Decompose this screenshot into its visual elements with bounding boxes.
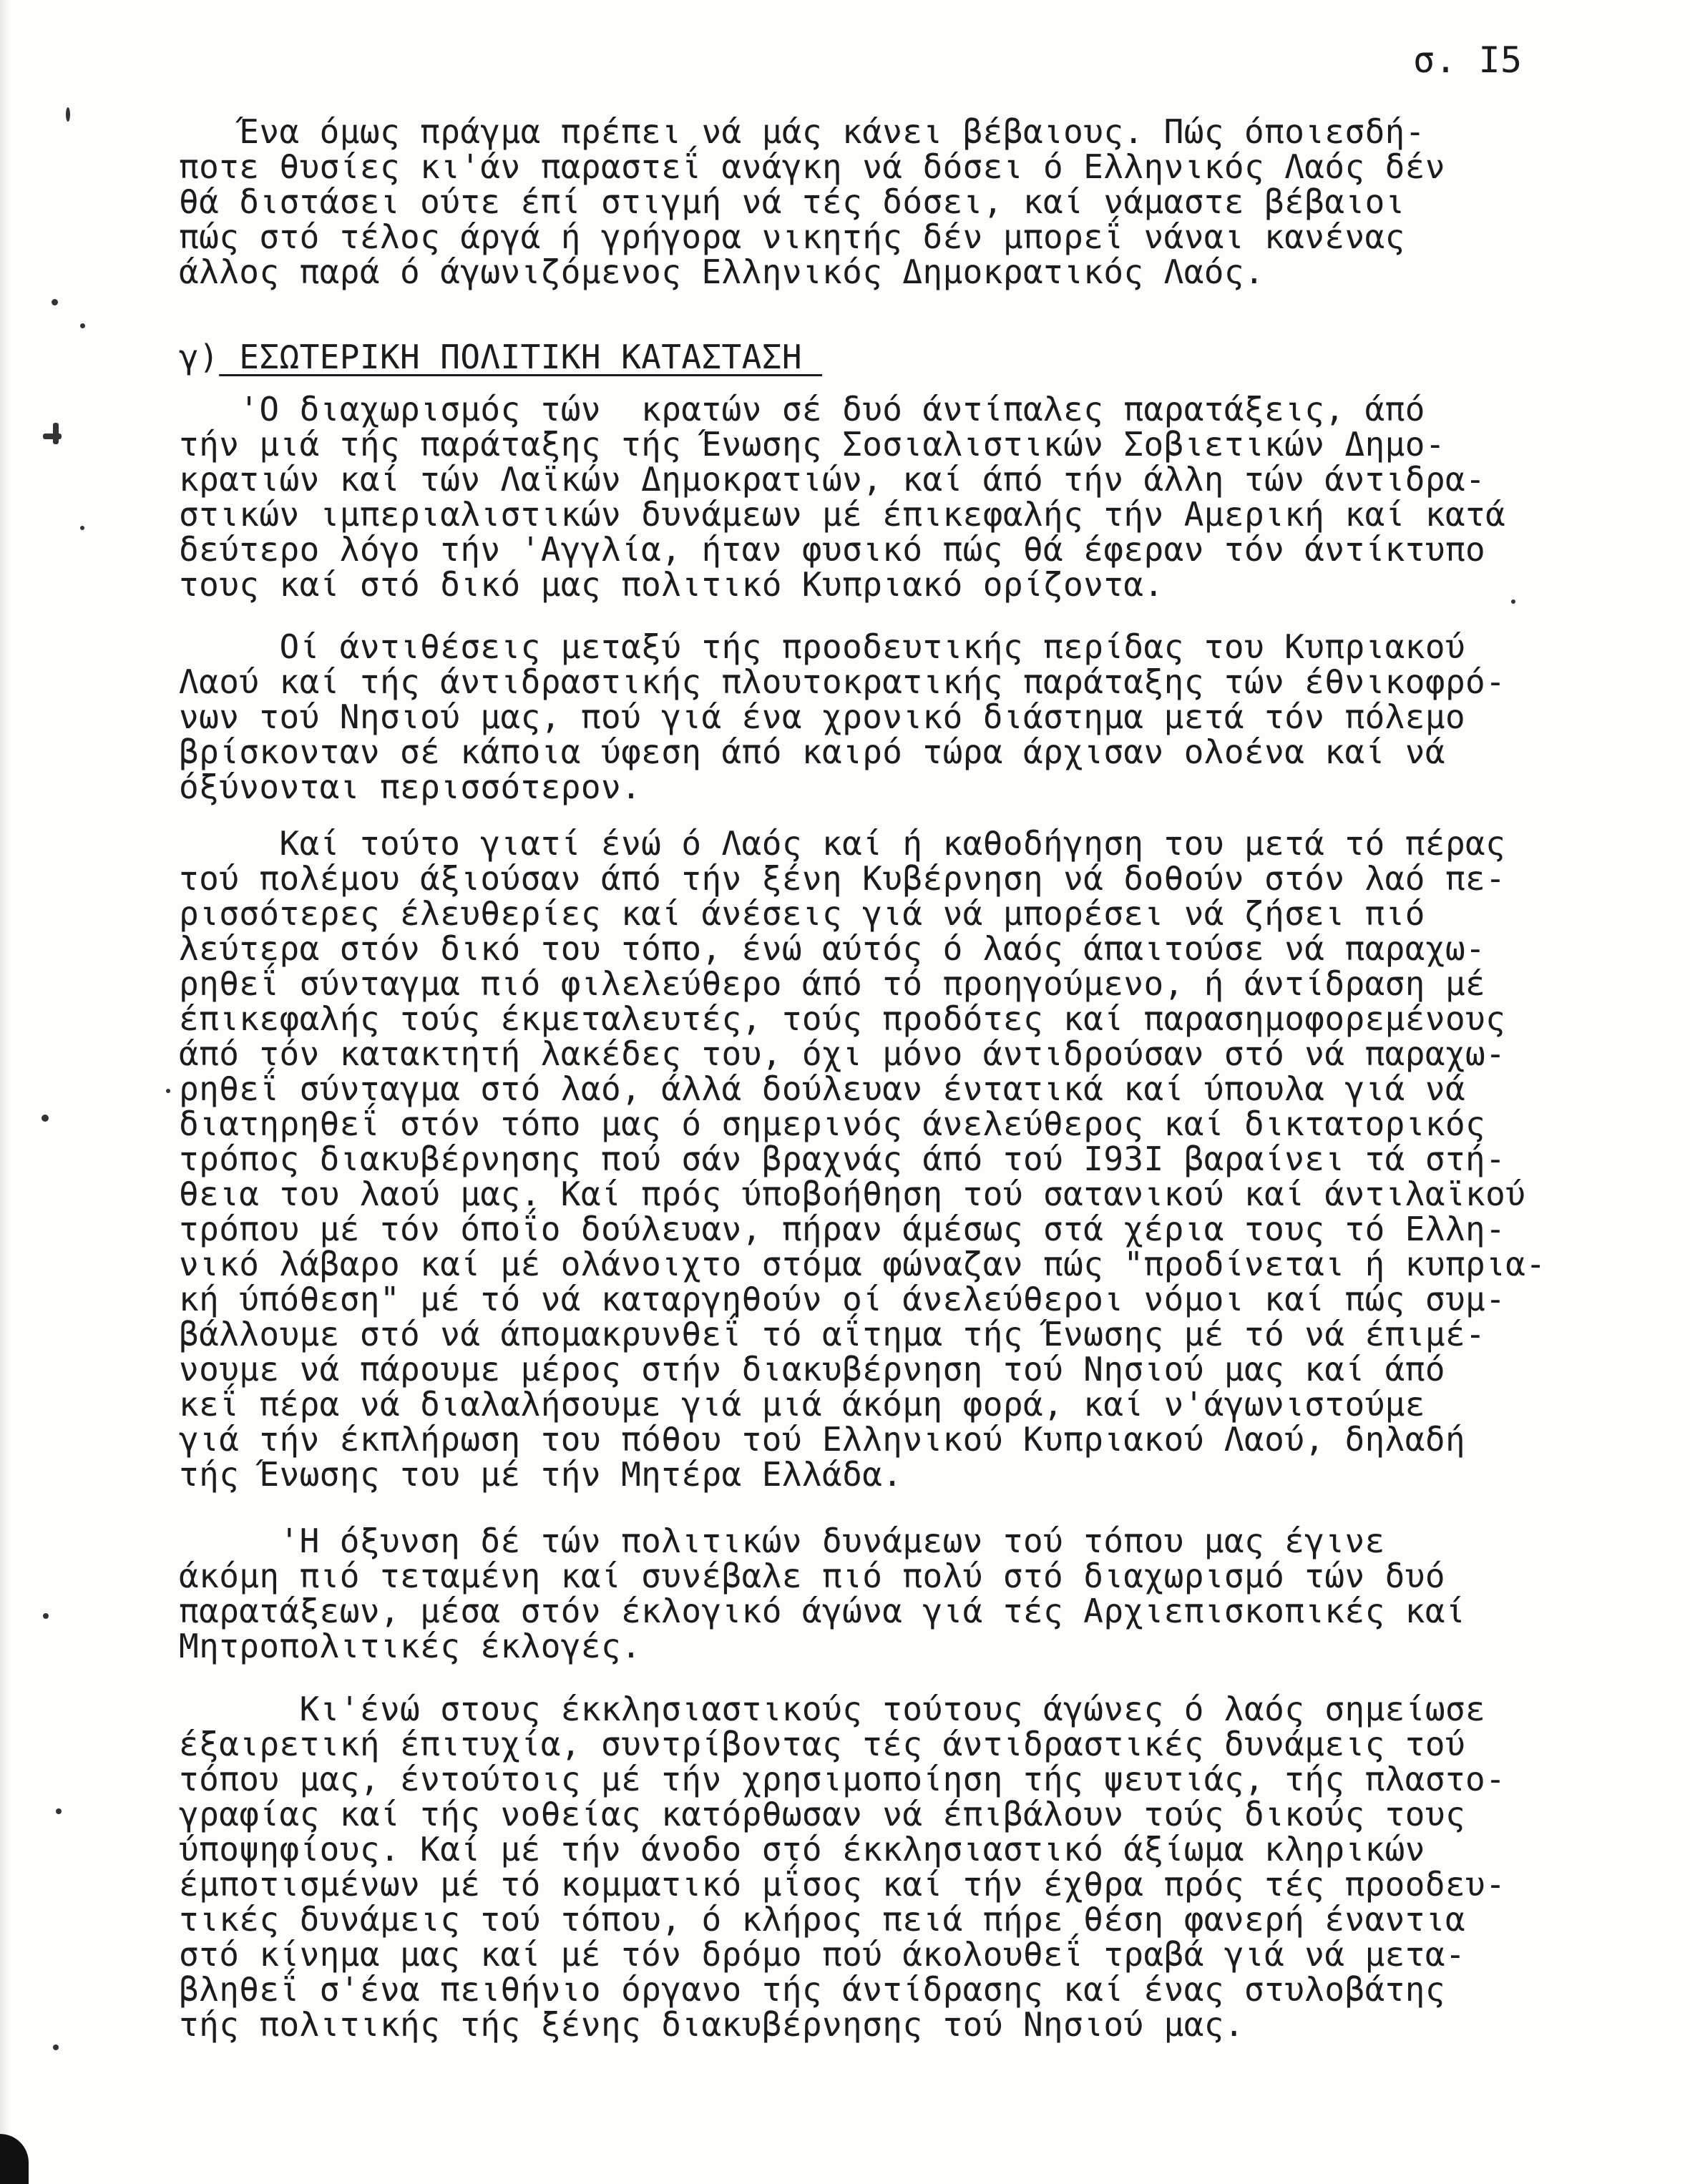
paragraph-constitution-reaction: Καί τούτο γιατί ένώ ό Λαός καί ή καθοδήγηση του μετά τό πέρας τού πολέμου άξιούσαν άπό τήν ξένη Κυβέρνηση νά δοθούν στόν λαό πε- ρισσότερες έλευθερίες καί άνέσεις γιά νά μπορέσει νά ζήσει πιό λεύτερα στόν δικό του τόπο, ένώ αύτός ό λαός άπαιτούσε νά παραχω- ρηθεΐ σύνταγμα πιό φιλελεύθερο άπό τό προηγούμενο, ή άντίδραση μέ έπικεφαλής τούς έκμεταλευτές, τούς προδότες καί παρασημοφορεμένους άπό τόν κατακτητή λακέδες του, όχι μόνο άντιδρούσαν στό νά παραχω- ρηθεΐ σύνταγμα στό λαό, άλλά δούλευαν έντατικά καί ύπουλα γιά νά διατηρηθεΐ στόν τόπο μας ό σημερινός άνελεύθερος καί δικτατορικός τρόπος διακυβέρνησης πού σάν βραχνάς άπό τού I93I βαραίνει τά στή- θεια του λαού μας. Καί πρός ύποβοήθηση τού σατανικού καί άντιλαϊκού τρόπου μέ τόν όποΐο δούλευαν, πήραν άμέσως στά χέρια τους τό Ελλη- νικό λάβαρο καί μέ ολάνοιχτο στόμα φώναζαν πώς "προδίνεται ή κυπρια- κή ύπόθεση" μέ τό νά καταργηθούν οί άνελεύθεροι νόμοι καί πώς συμ- βάλλουμε στό νά άπομακρυνθεΐ τό αΐτημα τής Ένωσης μέ τό νά έπιμέ- νουμε νά πάρουμε μέρος στήν διακυβέρνηση τού Νησιού μας καί άπό κεΐ πέρα νά διαλαλήσουμε γιά μιά άκόμη φορά, καί ν'άγωνιστούμε γιά τήν έκπλήρωση του πόθου τού Ελληνικού Κυπριακού Λαού, δηλαδή τής Ένωσης του μέ τήν Μητέρα Ελλάδα. (179, 824, 1546, 1494)
paragraph-elections-tension: 'Η όξυνση δέ τών πολιτικών δυνάμεων τού τόπου μας έγινε άκόμη πιό τεταμένη καί συνέβαλε πιό πολύ στό διαχωρισμό τών δυό παρατάξεων, μέσα στόν έκλογικό άγώνα γιά τές Αρχιεπισκοπικές καί Μητροπολιτικές έκλογές. (179, 1522, 1466, 1665)
paragraph-church-struggle: Κι'ένώ στους έκκλησιαστικούς τούτους άγώνες ό λαός σημείωσε έξαιρετική έπιτυχία, συντρίβοντας τές άντιδραστικές δυνάμεις τού τόπου μας, έντούτοις μέ τήν χρησιμοποίηση τής ψευτιάς, τής πλαστο- γραφίας καί τής νοθείας κατόρθωσαν νά έπιβάλουν τούς δικούς τους ύποψηφίους. Καί μέ τήν άνοδο στό έκκλησιαστικό άξίωμα κληρικών έμποτισμένων μέ τό κομματικό μΐσος καί τήν έχθρα πρός τές προοδευ- τικές δυνάμεις τού τόπου, ό κλήρος πειά πήρε θέση φανερή έναντια στό κίνημα μας καί μέ τόν δρόμο πού άκολουθεΐ τραβά γιά νά μετα- βληθεΐ σ'ένα πειθήνιο όργανο τής άντίδρασης καί ένας στυλοβάτης τής πολιτικής τής ξένης διακυβέρνησης τού Νησιού μας. (179, 1690, 1506, 2044)
scan-speck (41, 1115, 49, 1122)
scan-speck (66, 107, 70, 122)
paragraph-state-division: 'Ο διαχωρισμός τών κρατών σέ δυό άντίπαλες παρατάξεις, άπό τήν μιά τής παράταξης τής Ένωσης Σοσιαλιστικών Σοβιετικών Δημο- κρατιών καί τών Λαϊκών Δημοκρατιών, καί άπό τήν άλλη τών άντιδρα- στικών ιμπεριαλιστικών δυνάμεων μέ έπικεφαλής τήν Αμερική καί κατά δεύτερο λόγο τήν 'Αγγλία, ήταν φυσικό πώς θά έφεραν τόν άντίκτυπο τους καί στό δικό μας πολιτικό Κυπριακό ορίζοντα. (179, 390, 1506, 604)
scan-speck (80, 526, 84, 530)
paragraph-contradictions: Οί άντιθέσεις μεταξύ τής προοδευτικής περίδας του Κυπριακού Λαού καί τής άντιδραστικής πλουτοκρατικής παράταξης τών έθνικοφρό- νων τού Νησιού μας, πού γιά ένα χρονικό διάστημα μετά τόν πόλεμο βρίσκονταν σέ κάποια ύφεση άπό καιρό τώρα άρχισαν ολοένα καί νά όξύνονται περισσότερον. (179, 627, 1506, 806)
scan-speck (1511, 599, 1515, 604)
scan-edge-shadow (0, 0, 10, 2184)
paragraph-unity-certainty: Ένα όμως πράγμα πρέπει νά μάς κάνει βέβαιους. Πώς όποιεσδή- ποτε θυσίες κι'άν παραστεΐ ανάγκη νά δόσει ό Ελληνικός Λαός δέν θά διστάσει ούτε έπί στιγμή νά τές δόσει, καί νάμαστε βέβαιοι πώς στό τέλος άργά ή γρήγορα νικητής δέν μπορεΐ νάναι κανένας άλλος παρά ό άγωνιζόμενος Ελληνικός Δημοκρατικός Λαός. (179, 112, 1445, 291)
scan-speck (43, 1613, 49, 1619)
scan-speck (53, 423, 59, 444)
scan-speck (52, 299, 58, 305)
section-heading-prefix: γ) (179, 338, 220, 376)
scan-speck (80, 323, 85, 328)
section-heading-title: ΕΣΩΤΕΡΙΚΗ ΠΟΛΙΤΙΚΗ ΚΑΤΑΣΤΑΣΗ (219, 338, 823, 376)
scan-corner-shadow (0, 2134, 29, 2184)
section-heading (179, 340, 822, 375)
scan-speck (53, 2045, 59, 2050)
scan-speck (56, 1808, 62, 1814)
scan-speck (166, 1089, 170, 1093)
scan-speck (43, 434, 62, 439)
page-number: σ. I5 (1413, 39, 1523, 81)
